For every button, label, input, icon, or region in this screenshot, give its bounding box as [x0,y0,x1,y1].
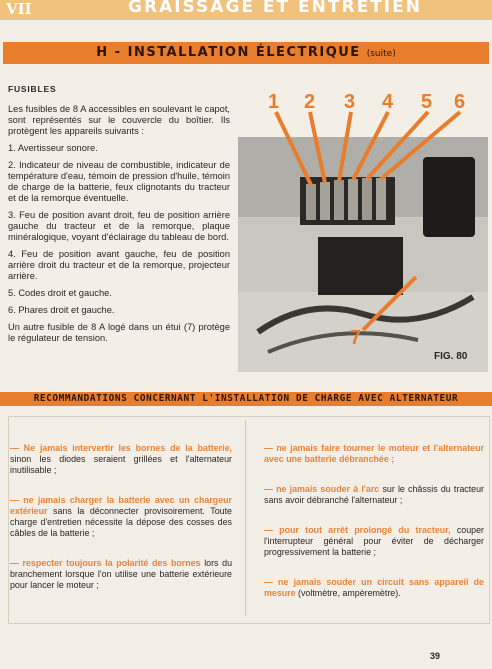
fuse-3 [334,180,344,220]
page-number: 39 [430,651,441,661]
callout-number-3: 3 [344,91,356,113]
recommendation-emphasis: — ne jamais souder un circuit sans appareil de mesure [264,577,484,598]
fuse-item-3: 3. Feu de position avant droit, feu de position arrière gauche du tracteur et de la remorque, plaque minéralogique, voyant d'éclairage du tableau de bord. [8,210,230,242]
figure-label: FIG. 80 [434,351,468,362]
recommendations-title: RECOMMANDATIONS CONCERNANT L'INSTALLATION DE CHARGE AVEC ALTERNATEUR [33,393,459,404]
recommendation-item [264,484,484,506]
recommendations-band [0,392,492,406]
fuse-box-illustration [238,82,488,372]
recommendation-text: sur le châssis du tracteur sans avoir débranché l'alternateur ; [264,484,484,505]
fuses-intro: Les fusibles de 8 A accessibles en soulevant le capot, sont représentés sur le couvercle du boîtier. Ils protègent les appareils suivants : [8,104,230,136]
column-divider [245,420,246,616]
fuse-item-6: 6. Phares droit et gauche. [8,305,115,315]
callout-number-6: 6 [454,91,466,113]
recommendation-item [264,443,484,465]
fuse-2 [320,182,330,220]
page-title: GRAISSAGE ET ENTRETIEN [128,0,422,17]
recommendation-emphasis: — ne jamais faire tourner le moteur et l'alternateur avec une batterie débranchée ; [264,443,484,464]
recommendations-right-column [264,443,484,618]
recommendation-text: lors du branchement lorsque l'on utilise une batterie extérieure pour lancer le moteur ; [10,558,233,590]
recommendation-text: sinon les diodes seraient grillées et l'alternateur inutilisable ; [10,454,232,475]
fuses-text-column [8,84,230,350]
fuse-box-housing [318,237,403,295]
fuse-box-photo [238,82,488,372]
fuse-6 [376,178,386,220]
callout-number-5: 5 [421,91,433,113]
fuse-4 [348,179,358,220]
recommendations-left-column [10,443,232,610]
fuses-outro: Un autre fusible de 8 A logé dans un étui (7) protège le régulateur de tension. [8,322,230,343]
recommendation-emphasis: — Ne jamais intervertir les bornes de la batterie, [10,443,232,453]
recommendation-text: couper l'interrupteur général pour éviter de décharger progressivement la batterie ; [264,525,484,557]
fuse-5 [362,178,372,220]
fuse-item-4: 4. Feu de position avant gauche, feu de position arrière droit du tracteur et de la remorque, projecteur arrière. [8,249,230,281]
fuse-item-1: 1. Avertisseur sonore. [8,143,98,153]
section-title [3,42,489,65]
recommendation-item [264,525,484,558]
callout-number-2: 2 [304,91,316,113]
recommendation-item [10,443,232,476]
recommendation-emphasis: — respecter toujours la polarité des bornes [10,558,201,568]
callout-number-4: 4 [382,91,394,113]
recommendation-emphasis: — ne jamais charger la batterie avec un chargeur extérieur [10,495,232,516]
fuse-item-2: 2. Indicateur de niveau de combustible, indicateur de température d'eau, témoin de pression d'huile, témoin de charge de la batterie, feux clignotants du tracteur et de la remorque éventuelle. [8,160,230,203]
recommendation-text: sans la déconnecter provisoirement. Toute charge d'entretien nécessite la dépose des cosses des câbles de la batterie ; [10,506,232,538]
recommendation-emphasis: — ne jamais souder à l'arc [264,484,380,494]
fuse-item-5: 5. Codes droit et gauche. [8,288,112,298]
fuses-heading: FUSIBLES [8,84,57,94]
recommendation-item [10,558,232,591]
chapter-number: VII [6,0,32,18]
section-suite: (suite) [366,49,396,59]
recommendation-item [10,495,232,539]
recommendation-text: (voltmètre, ampèremètre). [295,588,401,598]
recommendation-item [264,577,484,599]
regulator-box [423,157,475,237]
callout-number-1: 1 [268,91,280,113]
recommendation-emphasis: — pour tout arrêt prolongé du tracteur, [264,525,451,535]
section-title-text: H - INSTALLATION ÉLECTRIQUE [96,45,361,60]
callout-number-7: 7 [350,327,362,349]
section-band [3,42,489,64]
fuse-1 [306,184,316,220]
